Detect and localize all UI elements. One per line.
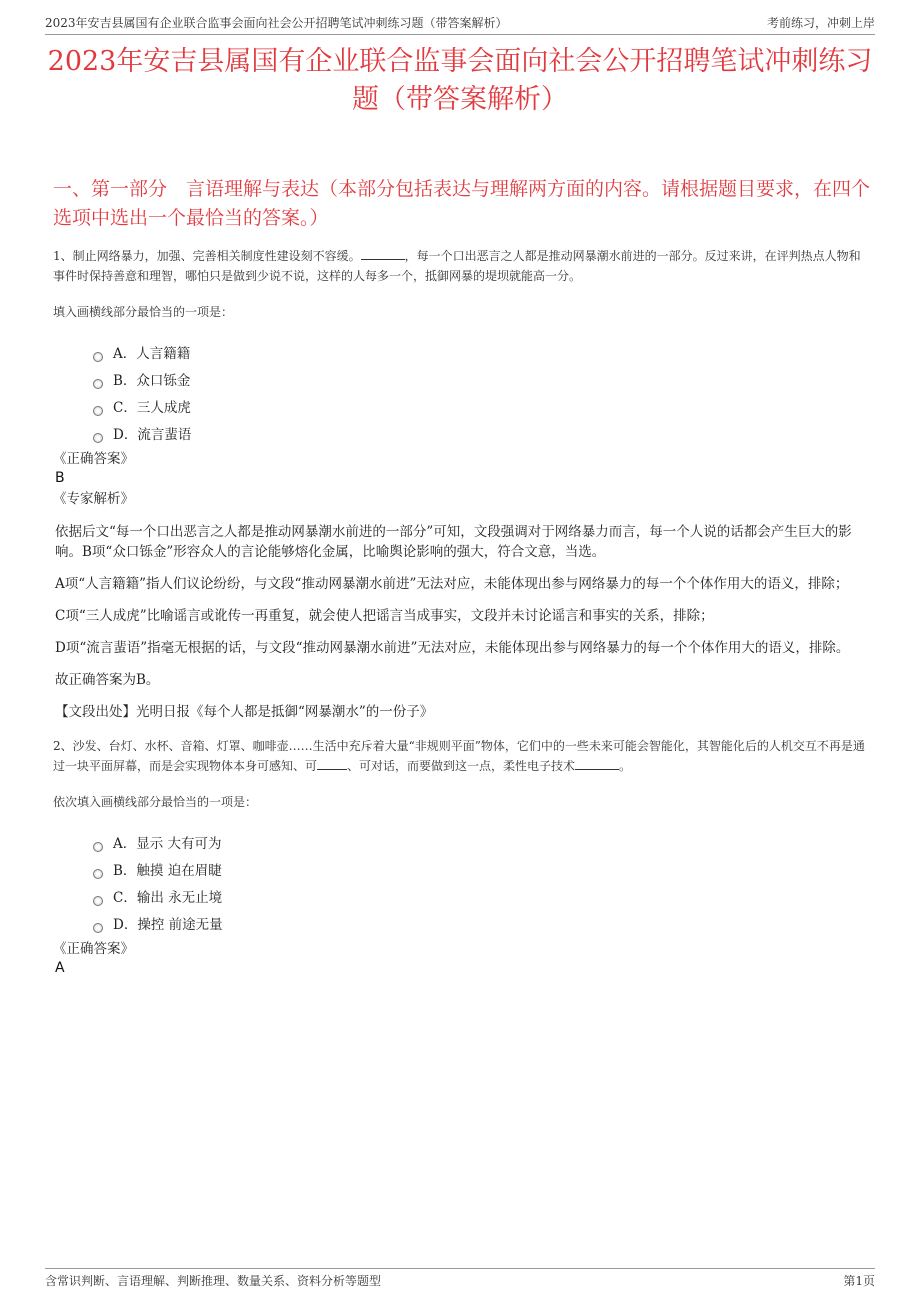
question-1-stem xyxy=(53,246,872,286)
radio-icon[interactable] xyxy=(93,923,103,933)
option-b[interactable] xyxy=(93,367,872,394)
header-title: 2023年安吉县属国有企业联合监事会面向社会公开招聘笔试冲刺练习题（带答案解析） xyxy=(45,16,508,30)
option-c[interactable] xyxy=(93,884,872,911)
answer-label: 《正确答案》 xyxy=(53,451,134,467)
question-2-stem-part-c: 。 xyxy=(619,759,632,773)
question-1-stem-part-a: 1、制止网络暴力，加强、完善相关制度性建设刻不容缓。 xyxy=(53,249,361,263)
footer-description: 含常识判断、言语理解、判断推理、数量关系、资料分析等题型 xyxy=(45,1274,382,1288)
fill-blank xyxy=(317,757,347,770)
option-label: C．输出 永无止境 xyxy=(113,889,223,906)
option-label: C．三人成虎 xyxy=(113,399,191,416)
answer-label: 《正确答案》 xyxy=(53,941,134,957)
answer-value: A xyxy=(55,960,65,976)
question-2-stem-part-a: 2、沙发、台灯、水杯、音箱、灯罩、咖啡壶……生活中充斥着大量“非规则平面”物体，它们中的一些未来可能会智能化，其智能化后的人机交互不再是通过一块平面屏幕，而是会实现物体本身可感知、可 xyxy=(53,739,865,773)
option-c[interactable] xyxy=(93,394,872,421)
option-label: D．操控 前途无量 xyxy=(113,916,223,933)
page-footer xyxy=(45,1268,875,1287)
source-citation: 【文段出处】光明日报《每个人都是抵御“网暴潮水”的一份子》 xyxy=(55,704,434,720)
question-2-options xyxy=(93,830,872,938)
option-a[interactable] xyxy=(93,830,872,857)
analysis-paragraph: D项“流言蜚语”指毫无根据的话，与文段“推动网暴潮水前进”无法对应，未能体现出参与网络暴力的每一个个体作用大的语义，排除。 xyxy=(55,640,850,656)
option-label: B．众口铄金 xyxy=(113,372,191,389)
option-a[interactable] xyxy=(93,340,872,367)
content xyxy=(53,246,872,978)
radio-icon[interactable] xyxy=(93,433,103,443)
question-1-prompt: 填入画横线部分最恰当的一项是： xyxy=(53,305,234,319)
option-label: A．人言籍籍 xyxy=(113,345,191,362)
analysis-paragraph: 故正确答案为B。 xyxy=(55,672,160,688)
option-label: B．触摸 迫在眉睫 xyxy=(113,862,222,879)
radio-icon[interactable] xyxy=(93,379,103,389)
analysis-paragraph: C项“三人成虎”比喻谣言或讹传一再重复，就会使人把谣言当成事实，文段并未讨论谣言和事实的关系，排除； xyxy=(55,608,714,624)
question-2-prompt: 依次填入画横线部分最恰当的一项是： xyxy=(53,795,258,809)
radio-icon[interactable] xyxy=(93,406,103,416)
question-2-stem xyxy=(53,736,872,776)
question-2-stem-part-b: 、可对话，而要做到这一点，柔性电子技术 xyxy=(347,759,576,773)
answer-value: B xyxy=(55,470,65,486)
analysis-paragraph: 依据后文“每一个口出恶言之人都是推动网暴潮水前进的一部分”可知，文段强调对于网络暴力而言，每一个人说的话都会产生巨大的影响。B项“众口铄金”形容众人的言论能够熔化金属，比喻舆论影响的强大，符合文意，当选。 xyxy=(55,524,852,560)
page-header xyxy=(45,12,875,35)
option-label: D．流言蜚语 xyxy=(113,426,192,443)
page-number: 第1页 xyxy=(843,1274,875,1288)
fill-blank xyxy=(361,247,405,260)
radio-icon[interactable] xyxy=(93,896,103,906)
option-d[interactable] xyxy=(93,421,872,448)
document-title: 2023年安吉县属国有企业联合监事会面向社会公开招聘笔试冲刺练习题（带答案解析） xyxy=(47,46,873,115)
radio-icon[interactable] xyxy=(93,352,103,362)
header-slogan: 考前练习，冲刺上岸 xyxy=(766,16,875,30)
section-heading: 一、第一部分 言语理解与表达（本部分包括表达与理解两方面的内容。请根据题目要求，在四个选项中选出一个最恰当的答案。） xyxy=(53,178,871,229)
radio-icon[interactable] xyxy=(93,869,103,879)
option-b[interactable] xyxy=(93,857,872,884)
fill-blank xyxy=(575,757,619,770)
radio-icon[interactable] xyxy=(93,842,103,852)
option-label: A．显示 大有可为 xyxy=(113,835,222,852)
analysis-paragraph: A项“人言籍籍”指人们议论纷纷，与文段“推动网暴潮水前进”无法对应，未能体现出参与网络暴力的每一个个体作用大的语义，排除； xyxy=(55,576,849,592)
question-1-options xyxy=(93,340,872,448)
option-d[interactable] xyxy=(93,911,872,938)
question-1-stem-part-b: ，每一个口出恶言之人都是推动网暴潮水前进的一部分。反过来讲，在评判热点人物和事件时保持善意和理智，哪怕只是做到少说不说，这样的人每多一个，抵御网暴的堤坝就能高一分。 xyxy=(53,249,861,283)
analysis-label: 《专家解析》 xyxy=(53,491,134,507)
